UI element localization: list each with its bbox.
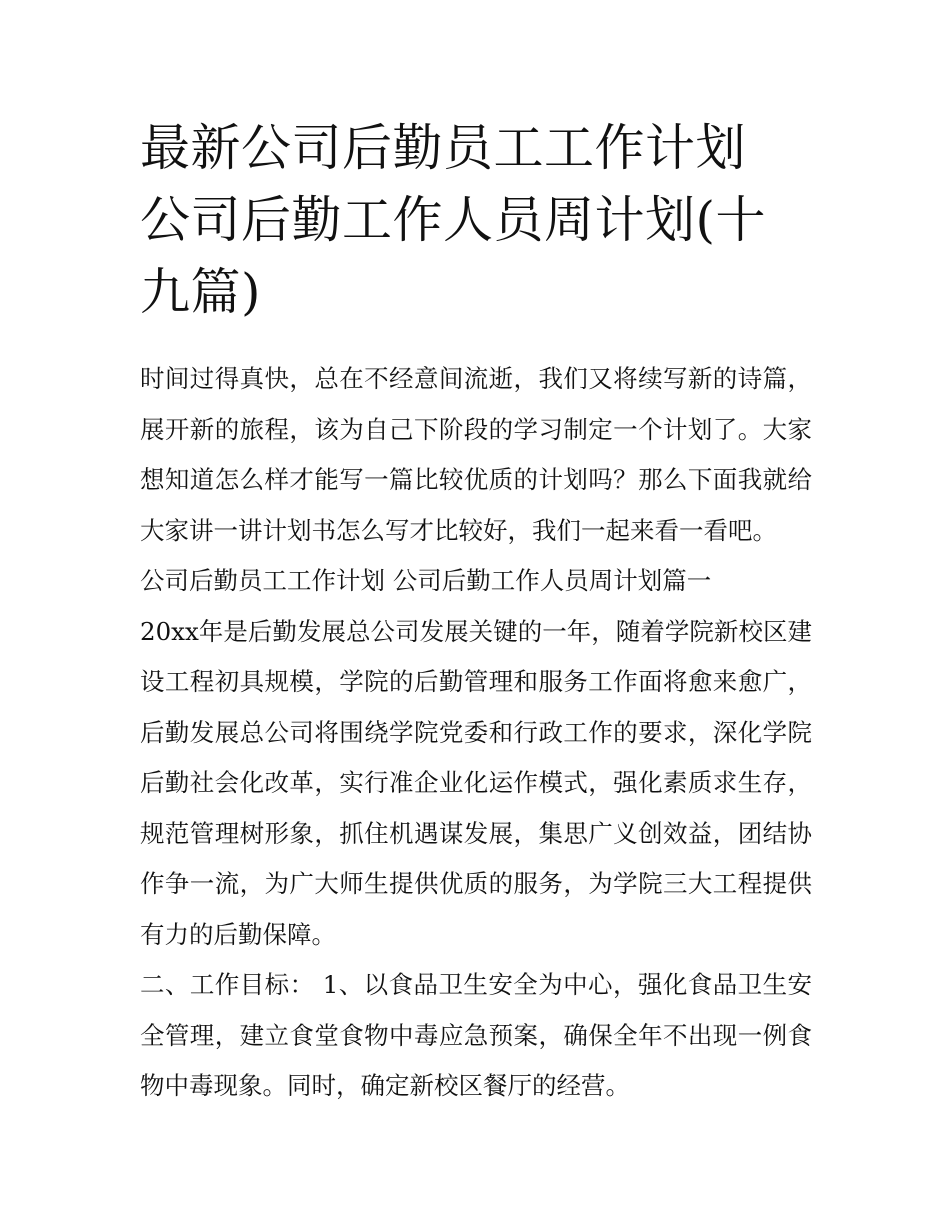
intro-paragraph: 时间过得真快，总在不经意间流逝，我们又将续写新的诗篇，展开新的旅程，该为自己下阶段的学习制定一个计划了。大家想知道怎么样才能写一篇比较优质的计划吗？那么下面我就给大家讲一讲计划书怎么写才比较好，我们一起来看一看吧。	[140, 364, 812, 545]
section-heading: 公司后勤员工工作计划 公司后勤工作人员周计划篇一	[140, 566, 712, 595]
goals-paragraph: 二、工作目标： 1、以食品卫生安全为中心，强化食品卫生安全管理，建立食堂食物中毒应急预案，确保全年不出现一例食物中毒现象。同时，确定新校区餐厅的经营。	[140, 970, 812, 1100]
document-page	[140, 112, 812, 1112]
body-paragraph: 20xx年是后勤发展总公司发展关键的一年，随着学院新校区建设工程初具规模，学院的后勤管理和服务工作面将愈来愈广，后勤发展总公司将围绕学院党委和行政工作的要求，深化学院后勤社会化改革，实行准企业化运作模式，强化素质求生存，规范管理树形象，抓住机遇谋发展，集思广义创效益，团结协作争一流，为广大师生提供优质的服务，为学院三大工程提供有力的后勤保障。	[140, 616, 812, 949]
document-body	[140, 354, 812, 1112]
document-title: 最新公司后勤员工工作计划 公司后勤工作人员周计划(十九篇)	[140, 119, 767, 321]
